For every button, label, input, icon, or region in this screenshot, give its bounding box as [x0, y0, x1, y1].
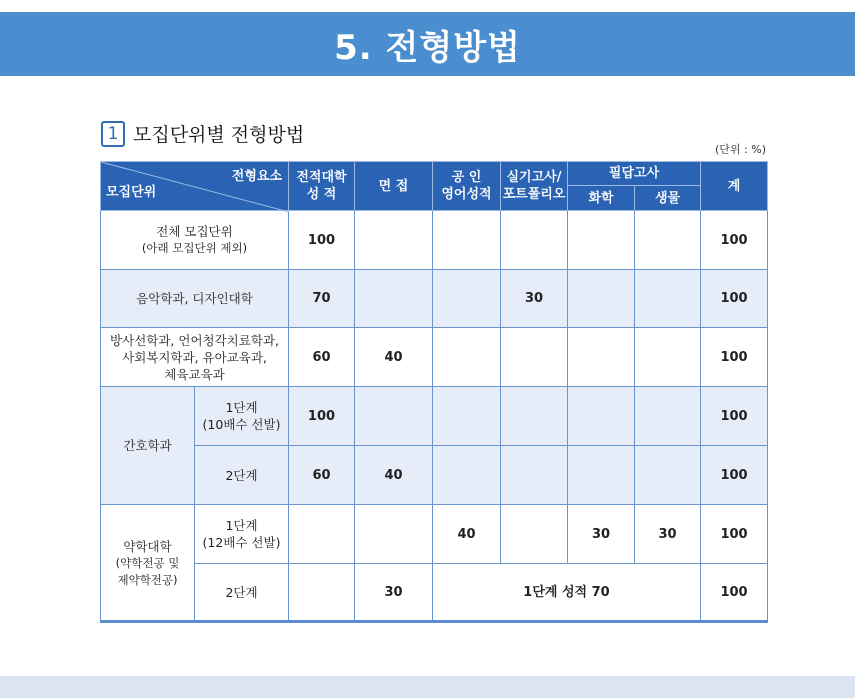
table-row — [101, 328, 768, 387]
cell-biology: 30 — [635, 505, 701, 564]
cell-total: 100 — [701, 387, 768, 446]
cell-chemistry: 30 — [568, 505, 635, 564]
cell-english — [433, 211, 501, 270]
cell-practical — [501, 328, 568, 387]
header-practical — [501, 162, 568, 211]
cell-biology — [635, 211, 701, 270]
cell-biology — [635, 387, 701, 446]
cell-interview: 40 — [355, 446, 433, 505]
corner-header — [101, 162, 289, 211]
section-title: 모집단위별 전형방법 — [133, 124, 305, 146]
header-interview: 면 접 — [355, 162, 433, 211]
cell-english — [433, 446, 501, 505]
unit-radiology-line1: 방사선학과, 언어청각치료학과, — [110, 332, 279, 348]
unit-all-line2: (아래 모집단위 제외) — [141, 241, 248, 255]
cell-record: 60 — [289, 328, 355, 387]
corner-header-bottom: 모집단위 — [106, 185, 157, 200]
stage-1-line1: 1단계 — [225, 518, 258, 533]
footer-band — [0, 676, 855, 698]
header-record — [289, 162, 355, 211]
header-record-line2: 성 적 — [306, 187, 337, 202]
header-written: 필답고사 — [568, 162, 701, 186]
cell-record: 70 — [289, 270, 355, 328]
table-row — [101, 270, 768, 328]
cell-interview — [355, 387, 433, 446]
cell-interview — [355, 270, 433, 328]
cell-total: 100 — [701, 564, 768, 622]
unit-all — [101, 211, 289, 270]
header-total: 계 — [701, 162, 768, 211]
cell-practical — [501, 446, 568, 505]
unit-music-design: 음악학과, 디자인대학 — [101, 270, 289, 328]
cell-practical — [501, 505, 568, 564]
stage-1 — [195, 387, 289, 446]
table-row — [101, 387, 768, 446]
header-english-line2: 영어성적 — [441, 187, 492, 202]
cell-english — [433, 328, 501, 387]
stage-1-line2: (12배수 선발) — [202, 535, 281, 550]
cell-english — [433, 387, 501, 446]
cell-interview: 40 — [355, 328, 433, 387]
cell-record: 100 — [289, 387, 355, 446]
cell-chemistry — [568, 270, 635, 328]
cell-chemistry — [568, 211, 635, 270]
header-practical-line1: 실기고사/ — [506, 170, 562, 185]
page-title: 5. 전형방법 — [334, 27, 521, 68]
cell-interview: 30 — [355, 564, 433, 622]
section-heading — [101, 120, 304, 147]
cell-practical — [501, 211, 568, 270]
banner — [0, 12, 855, 76]
cell-practical: 30 — [501, 270, 568, 328]
table-row — [101, 211, 768, 270]
cell-total: 100 — [701, 446, 768, 505]
cell-biology — [635, 446, 701, 505]
header-practical-line2: 포트폴리오 — [502, 187, 566, 202]
unit-radiology-line3: 체육교육과 — [164, 366, 225, 382]
cell-total: 100 — [701, 328, 768, 387]
unit-pharmacy — [101, 505, 195, 622]
unit-pharmacy-line1: 약학대학 — [123, 538, 172, 554]
cell-record: 100 — [289, 211, 355, 270]
header-record-line1: 전적대학 — [296, 170, 347, 185]
cell-biology — [635, 328, 701, 387]
cell-record — [289, 505, 355, 564]
stage-1-line1: 1단계 — [225, 400, 258, 415]
unit-all-line1: 전체 모집단위 — [156, 224, 233, 239]
cell-chemistry — [568, 328, 635, 387]
cell-record — [289, 564, 355, 622]
cell-record: 60 — [289, 446, 355, 505]
cell-total: 100 — [701, 211, 768, 270]
cell-interview — [355, 505, 433, 564]
header-biology: 생물 — [635, 186, 701, 211]
header-english-line1: 공 인 — [451, 170, 482, 185]
stage-1 — [195, 505, 289, 564]
header-chemistry: 화학 — [568, 186, 635, 211]
cell-english: 40 — [433, 505, 501, 564]
unit-pharmacy-line3: 제약학전공) — [117, 572, 178, 587]
cell-stage1-score: 1단계 성적 70 — [433, 564, 701, 622]
table-bottom-rule — [100, 620, 768, 623]
section-number-badge: 1 — [101, 121, 125, 147]
table-row — [101, 564, 768, 622]
cell-biology — [635, 270, 701, 328]
admission-method-table — [100, 161, 768, 622]
unit-note: (단위 : %) — [715, 143, 766, 156]
unit-pharmacy-line2: (약학전공 및 — [115, 555, 180, 570]
table-row — [101, 446, 768, 505]
cell-english — [433, 270, 501, 328]
cell-total: 100 — [701, 270, 768, 328]
header-english — [433, 162, 501, 211]
cell-interview — [355, 211, 433, 270]
unit-nursing: 간호학과 — [101, 387, 195, 505]
corner-header-top: 전형요소 — [231, 169, 282, 184]
stage-2: 2단계 — [195, 446, 289, 505]
stage-1-line2: (10배수 선발) — [202, 417, 281, 432]
stage-2: 2단계 — [195, 564, 289, 622]
unit-radiology-group — [101, 328, 289, 387]
cell-chemistry — [568, 446, 635, 505]
cell-chemistry — [568, 387, 635, 446]
cell-practical — [501, 387, 568, 446]
unit-radiology-line2: 사회복지학과, 유아교육과, — [122, 349, 267, 365]
table-row — [101, 505, 768, 564]
cell-total: 100 — [701, 505, 768, 564]
